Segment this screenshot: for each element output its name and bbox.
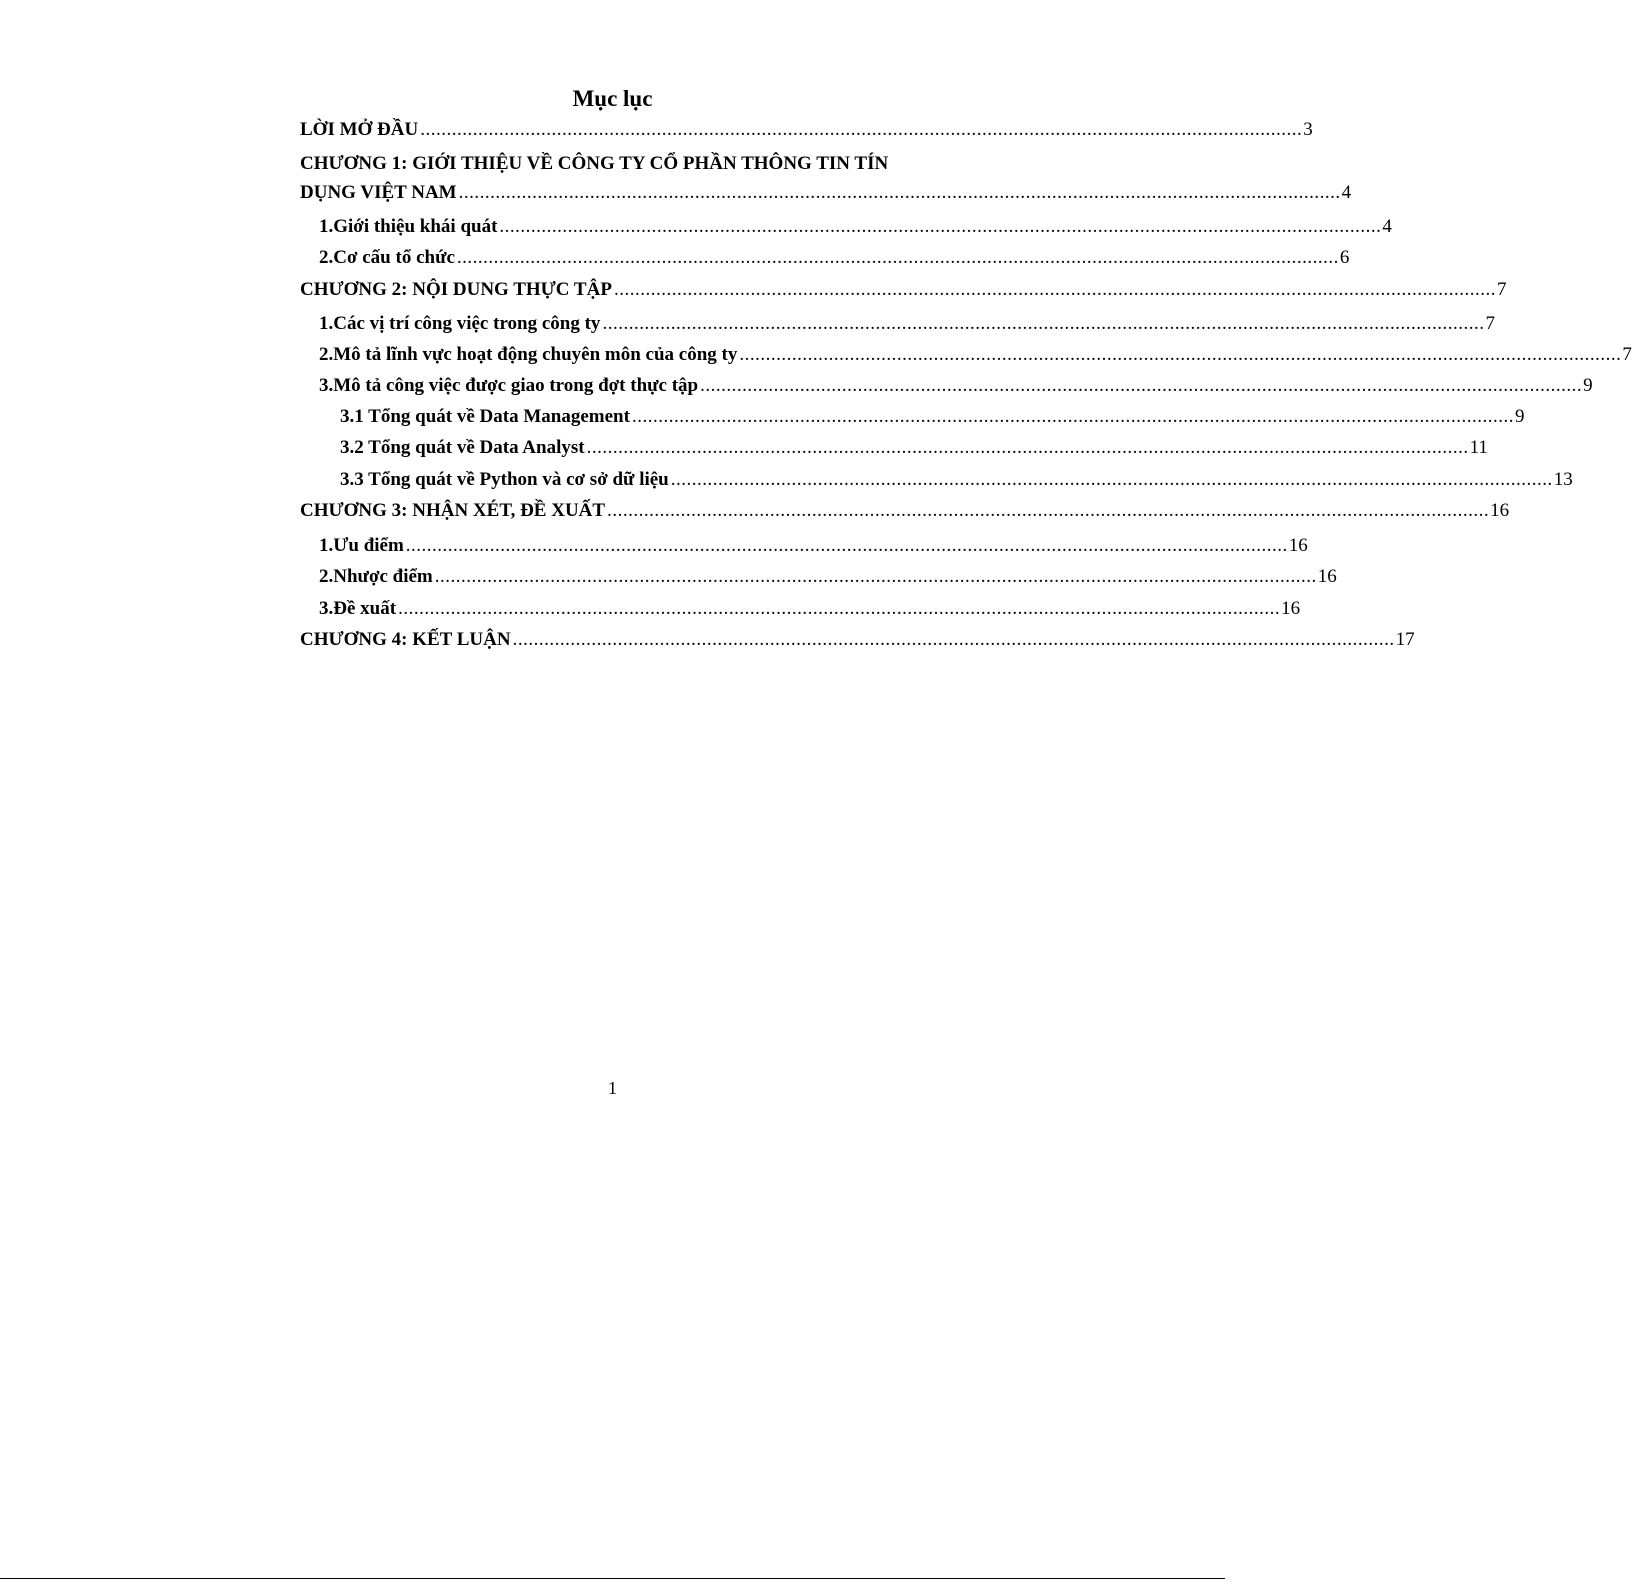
toc-entry-label: Giới thiệu khái quát (333, 216, 498, 237)
toc-entry-page: 9 (1583, 375, 1593, 396)
dot-leader: ........................................................................................................................................................................ (700, 375, 1583, 396)
toc-entry-cac-vi-tri[interactable] (319, 312, 1495, 336)
dot-leader: ........................................................................................................................................................................ (420, 119, 1303, 140)
toc-entry-page: 7 (1496, 279, 1507, 300)
toc-entry-number: 2. (319, 247, 334, 268)
dot-leader: ........................................................................................................................................................................ (602, 313, 1485, 334)
bottom-rule (0, 1578, 1225, 1579)
dot-leader: ........................................................................................................................................................................ (434, 566, 1317, 587)
toc-entry-number: 2. (319, 566, 334, 587)
toc-entry-page: 9 (1514, 406, 1525, 427)
toc-entry-number: 1. (319, 313, 334, 334)
dot-leader: ........................................................................................................................................................................ (586, 437, 1469, 458)
toc-entry-number: 1. (319, 216, 334, 237)
toc-entry-page: 7 (1485, 313, 1495, 334)
toc-entry-page: 4 (1382, 216, 1392, 237)
toc-entry-mo-ta-cong-viec[interactable] (319, 374, 1593, 398)
toc-entry-3-2[interactable] (340, 436, 1488, 460)
toc-title: Mục lục (572, 86, 653, 111)
page-number: 1 (608, 1078, 617, 1098)
toc-entry-page: 7 (1622, 344, 1632, 365)
toc-entry-page: 6 (1339, 247, 1350, 268)
toc-entry-chuong-2[interactable] (300, 278, 1507, 302)
toc-entry-number: 2. (319, 344, 334, 365)
toc-entry-label: 3.3 Tổng quát về Python và cơ sở dữ liệu (340, 469, 669, 490)
toc-entry-label: DỤNG VIỆT NAM (300, 182, 457, 203)
toc-entry-page: 16 (1490, 500, 1510, 521)
dot-leader: ........................................................................................................................................................................ (456, 247, 1339, 268)
toc-entry-page: 16 (1317, 566, 1337, 587)
toc-entry-label: Ưu điểm (333, 535, 404, 556)
toc-entry-chuong-4[interactable] (300, 628, 1415, 652)
toc-entry-page: 3 (1303, 119, 1313, 140)
toc-entry-label: Các vị trí công việc trong công ty (333, 313, 601, 334)
dot-leader: ........................................................................................................................................................................ (607, 500, 1490, 521)
toc-entry-3-1[interactable] (340, 405, 1525, 429)
toc-entry-label: Mô tả công việc được giao trong đợt thực tập (333, 375, 699, 396)
toc-entry-page: 16 (1288, 535, 1308, 556)
dot-leader: ........................................................................................................................................................................ (670, 469, 1553, 490)
toc-entry-gioi-thieu-khai-quat[interactable] (319, 215, 1392, 239)
dot-leader: ........................................................................................................................................................................ (739, 344, 1622, 365)
toc-entry-label: CHƯƠNG 4: KẾT LUẬN (300, 629, 511, 650)
toc-entry-uu-diem[interactable] (319, 534, 1308, 558)
dot-leader: ........................................................................................................................................................................ (512, 629, 1395, 650)
toc-entry-number: 3. (319, 598, 334, 619)
toc-entry-chuong-3[interactable] (300, 499, 1510, 523)
toc-entry-label: CHƯƠNG 3: NHẬN XÉT, ĐỀ XUẤT (300, 500, 606, 521)
toc-entry-number: 3. (319, 375, 334, 396)
toc-entry-label: Nhược điểm (333, 566, 433, 587)
dot-leader: ........................................................................................................................................................................ (405, 535, 1288, 556)
toc-entry-label: 3.1 Tổng quát về Data Management (340, 406, 630, 427)
toc-entry-label: Đề xuất (333, 598, 397, 619)
toc-entry-de-xuat[interactable] (319, 597, 1301, 621)
toc-entry-page: 4 (1341, 182, 1352, 203)
toc-entry-mo-ta-linh-vuc[interactable] (319, 343, 1632, 367)
toc-entry-co-cau-to-chuc[interactable] (319, 246, 1350, 270)
toc-entry-label: LỜI MỞ ĐẦU (300, 119, 419, 140)
toc-entry-label: CHƯƠNG 2: NỘI DUNG THỰC TẬP (300, 279, 612, 300)
toc-entry-loi-mo-dau[interactable] (300, 118, 1313, 142)
toc-entry-page: 16 (1281, 598, 1301, 619)
toc-entry-page: 17 (1395, 629, 1415, 650)
dot-leader: ........................................................................................................................................................................ (613, 279, 1496, 300)
dot-leader: ........................................................................................................................................................................ (499, 216, 1382, 237)
toc-entry-nhuoc-diem[interactable] (319, 565, 1337, 589)
toc-entry-chuong-1-line1[interactable]: CHƯƠNG 1: GIỚI THIỆU VỀ CÔNG TY CỔ PHẦN THÔNG TIN TÍN (300, 153, 889, 174)
toc-entry-page: 11 (1469, 437, 1488, 458)
toc-entry-label: Mô tả lĩnh vực hoạt động chuyên môn của công ty (333, 344, 738, 365)
dot-leader: ........................................................................................................................................................................ (631, 406, 1514, 427)
toc-entry-page: 13 (1553, 469, 1573, 490)
toc-entry-chuong-1[interactable] (300, 181, 1352, 205)
toc-entry-number: 1. (319, 535, 334, 556)
toc-entry-3-3[interactable] (340, 468, 1573, 492)
dot-leader: ........................................................................................................................................................................ (458, 182, 1341, 203)
dot-leader: ........................................................................................................................................................................ (398, 598, 1281, 619)
toc-entry-label: Cơ cấu tổ chức (333, 247, 455, 268)
toc-entry-label: 3.2 Tổng quát về Data Analyst (340, 437, 585, 458)
